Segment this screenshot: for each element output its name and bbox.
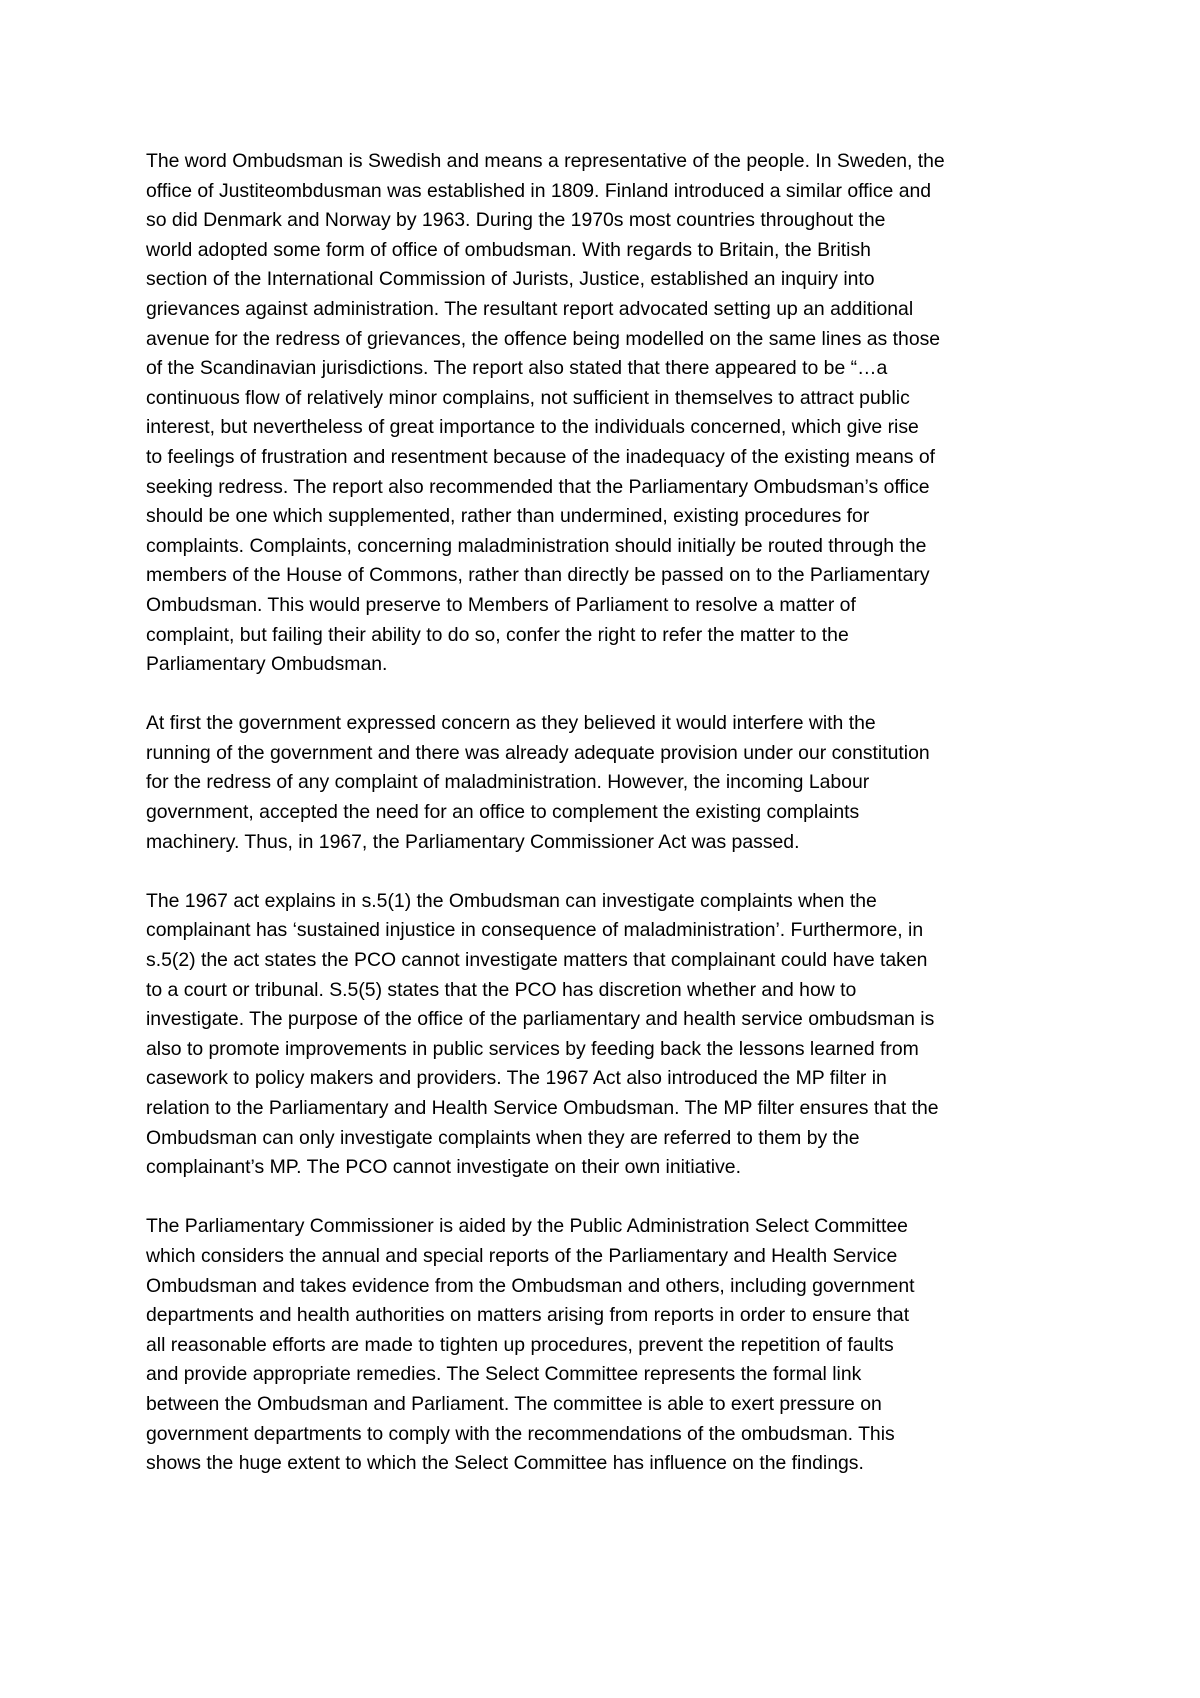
paragraph-2 [146,709,1066,857]
text-line: government, accepted the need for an office to complement the existing complaints [146,801,860,824]
text-line: for the redress of any complaint of maladministration. However, the incoming Labour [146,771,870,794]
text-line: office of Justiteombdusman was established in 1809. Finland introduced a similar office and [146,179,932,202]
text-line: The 1967 act explains in s.5(1) the Ombudsman can investigate complaints when the [146,889,877,912]
text-line: complainant has ‘sustained injustice in consequence of maladministration’. Furthermore, in [146,919,924,942]
text-line: departments and health authorities on matters arising from reports in order to ensure that [146,1304,910,1327]
text-line: running of the government and there was already adequate provision under our constitution [146,741,930,764]
text-line: seeking redress. The report also recommended that the Parliamentary Ombudsman’s office [146,475,930,498]
text-line: complainant’s MP. The PCO cannot investigate on their own initiative. [146,1156,741,1179]
text-line: to a court or tribunal. S.5(5) states that the PCO has discretion whether and how to [146,978,857,1001]
text-line: avenue for the redress of grievances, the offence being modelled on the same lines as those [146,327,941,350]
text-line: all reasonable efforts are made to tighten up procedures, prevent the repetition of faults [146,1333,894,1356]
text-line: also to promote improvements in public services by feeding back the lessons learned from [146,1037,919,1060]
text-line: Ombudsman can only investigate complaints when they are referred to them by the [146,1126,860,1149]
text-line: grievances against administration. The resultant report advocated setting up an additional [146,297,914,320]
text-line: shows the huge extent to which the Select Committee has influence on the findings. [146,1452,864,1475]
text-line: section of the International Commission of Jurists, Justice, established an inquiry into [146,268,875,291]
text-line: s.5(2) the act states the PCO cannot investigate matters that complainant could have taken [146,949,928,972]
paragraph-4 [146,1212,1066,1478]
text-line: so did Denmark and Norway by 1963. During the 1970s most countries throughout the [146,209,886,232]
text-line: continuous flow of relatively minor complains, not sufficient in themselves to attract public [146,386,910,409]
text-line: government departments to comply with the recommendations of the ombudsman. This [146,1422,895,1445]
text-line: interest, but nevertheless of great importance to the individuals concerned, which give rise [146,416,919,439]
text-line: At first the government expressed concern as they believed it would interfere with the [146,712,876,735]
text-line: complaint, but failing their ability to do so, confer the right to refer the matter to the [146,623,849,646]
text-line: world adopted some form of office of ombudsman. With regards to Britain, the British [146,238,871,261]
text-line: Parliamentary Ombudsman. [146,653,388,676]
text-line: between the Ombudsman and Parliament. The committee is able to exert pressure on [146,1392,882,1415]
text-line: complaints. Complaints, concerning maladministration should initially be routed through the [146,534,927,557]
document-body [146,147,1066,1508]
text-line: Ombudsman and takes evidence from the Ombudsman and others, including government [146,1274,915,1297]
text-line: of the Scandinavian jurisdictions. The report also stated that there appeared to be “…a [146,357,888,380]
text-line: Ombudsman. This would preserve to Members of Parliament to resolve a matter of [146,593,856,616]
text-line: and provide appropriate remedies. The Select Committee represents the formal link [146,1363,862,1386]
text-line: machinery. Thus, in 1967, the Parliamentary Commissioner Act was passed. [146,830,800,853]
text-line: The Parliamentary Commissioner is aided by the Public Administration Select Committee [146,1215,908,1238]
text-line: investigate. The purpose of the office of the parliamentary and health service ombudsman is [146,1008,935,1031]
text-line: members of the House of Commons, rather than directly be passed on to the Parliamentary [146,564,930,587]
paragraph-1 [146,147,1066,680]
text-line: should be one which supplemented, rather than undermined, existing procedures for [146,505,870,528]
paragraph-3 [146,887,1066,1183]
text-line: which considers the annual and special reports of the Parliamentary and Health Service [146,1244,898,1267]
text-line: The word Ombudsman is Swedish and means a representative of the people. In Sweden, the [146,150,945,172]
text-line: to feelings of frustration and resentment because of the inadequacy of the existing means of [146,445,936,468]
text-line: casework to policy makers and providers. The 1967 Act also introduced the MP filter in [146,1067,887,1090]
text-line: relation to the Parliamentary and Health Service Ombudsman. The MP filter ensures that the [146,1097,939,1119]
